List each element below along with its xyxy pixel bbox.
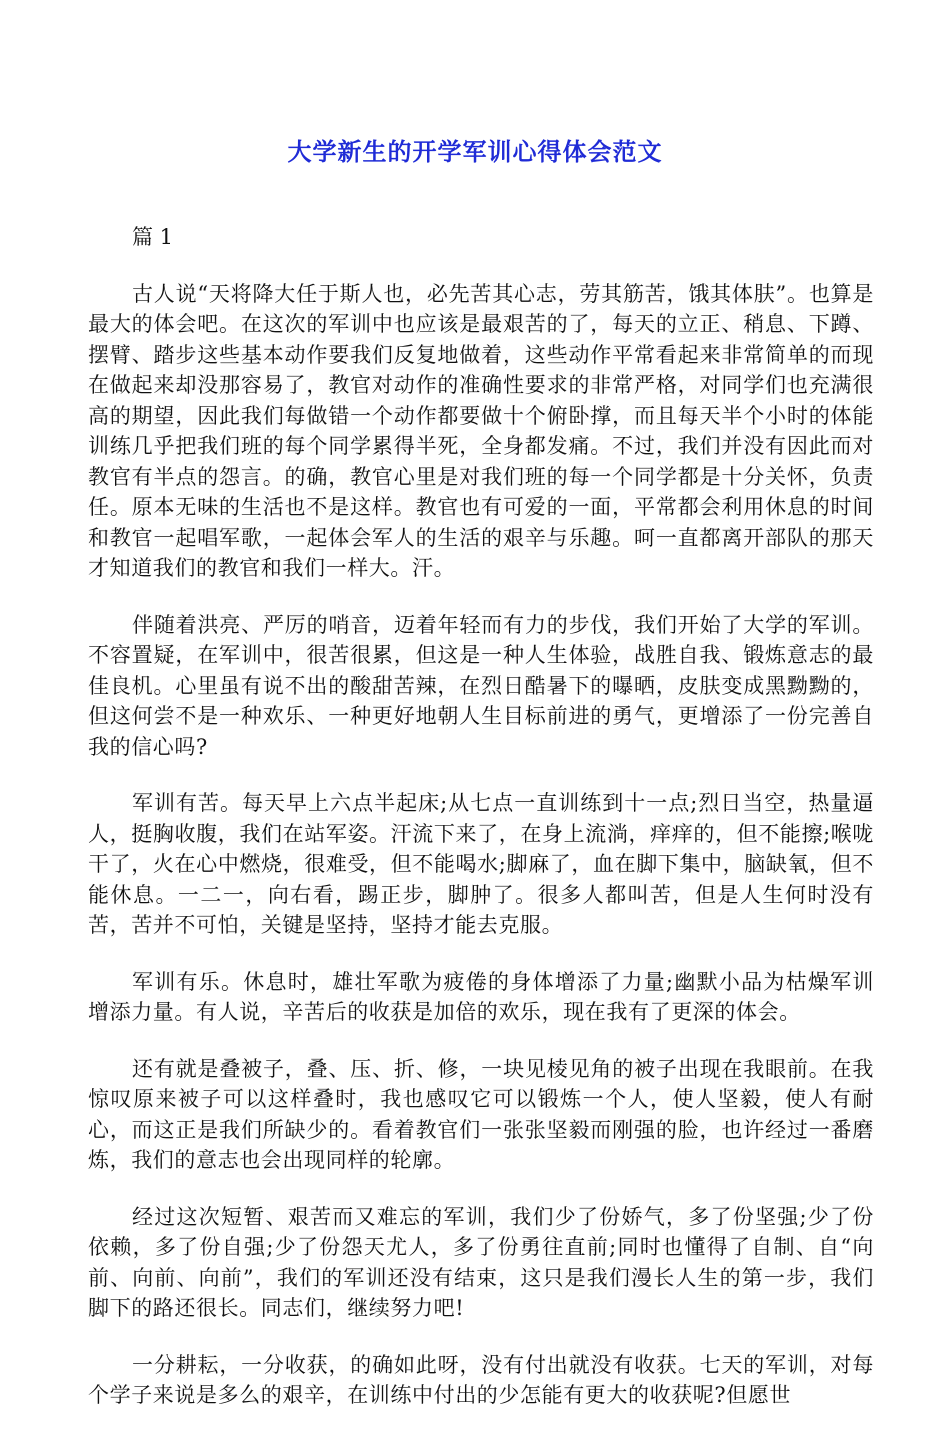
document-title: 大学新生的开学军训心得体会范文 <box>287 138 663 166</box>
paragraph-3: 军训有苦。每天早上六点半起床;从七点一直训练到十一点;烈日当空，热量逼人，挺胸收腹，我们在站军姿。汗流下来了，在身上流淌，痒痒的，但不能擦;喉咙干了，火在心中燃烧，很难受，但不能喝水;脚麻了，血在脚下集中，脑缺氧，但不能休息。一二一，向右看，踢正步，脚肿了。很多人都叫苦，但是人生何时没有苦，苦并不可怕，关键是坚持，坚持才能去克服。 <box>88 791 874 937</box>
paragraph-1: 古人说“天将降大任于斯人也，必先苦其心志，劳其筋苦，饿其体肤”。也算是最大的体会吧。在这次的军训中也应该是最艰苦的了，每天的立正、稍息、下蹲、摆臂、踏步这些基本动作要我们反复地做着，这些动作平常看起来非常简单的而现在做起来却没那容易了，教官对动作的准确性要求的非常严格，对同学们也充满很高的期望，因此我们每做错一个动作都要做十个俯卧撑，而且每天半个小时的体能训练几乎把我们班的每个同学累得半死，全身都发痛。不过，我们并没有因此而对教官有半点的怨言。的确，教官心里是对我们班的每一个同学都是十分关怀，负责任。原本无味的生活也不是这样。教官也有可爱的一面，平常都会利用休息的时间和教官一起唱军歌，一起体会军人的生活的艰辛与乐趣。呵一直都离开部队的那天才知道我们的教官和我们一样大。汗。 <box>88 281 874 580</box>
paragraph-4: 军训有乐。休息时，雄壮军歌为疲倦的身体增添了力量;幽默小品为枯燥军训增添力量。有人说，辛苦后的收获是加倍的欢乐，现在我有了更深的体会。 <box>88 969 874 1024</box>
paragraph-2: 伴随着洪亮、严厉的哨音，迈着年轻而有力的步伐，我们开始了大学的军训。不容置疑，在军训中，很苦很累，但这是一种人生体验，战胜自我、锻炼意志的最佳良机。心里虽有说不出的酸甜苦辣，在烈日酷暑下的曝晒，皮肤变成黑黝黝的，但这何尝不是一种欢乐、一种更好地朝人生目标前进的勇气，更增添了一份完善自我的信心吗? <box>88 612 874 759</box>
document-body <box>88 222 874 1437</box>
paragraph-6: 经过这次短暂、艰苦而又难忘的军训，我们少了份娇气，多了份坚强;少了份依赖，多了份自强;少了份怨天尤人，多了份勇往直前;同时也懂得了自制、自“向前、向前、向前”，我们的军训还没有结束，这只是我们漫长人生的第一步，我们脚下的路还很长。同志们，继续努力吧! <box>88 1204 874 1320</box>
paragraph-5: 还有就是叠被子，叠、压、折、修，一块见棱见角的被子出现在我眼前。在我惊叹原来被子可以这样叠时，我也感叹它可以锻炼一个人，使人坚毅，使人有耐心，而这正是我们所缺少的。看着教官们一张张坚毅而刚强的脸，也许经过一番磨炼，我们的意志也会出现同样的轮廓。 <box>88 1056 874 1172</box>
paragraph-7: 一分耕耘，一分收获，的确如此呀，没有付出就没有收获。七天的军训，对每个学子来说是多么的艰辛，在训练中付出的少怎能有更大的收获呢?但愿世 <box>88 1352 874 1407</box>
section-label: 篇 1 <box>132 225 174 249</box>
